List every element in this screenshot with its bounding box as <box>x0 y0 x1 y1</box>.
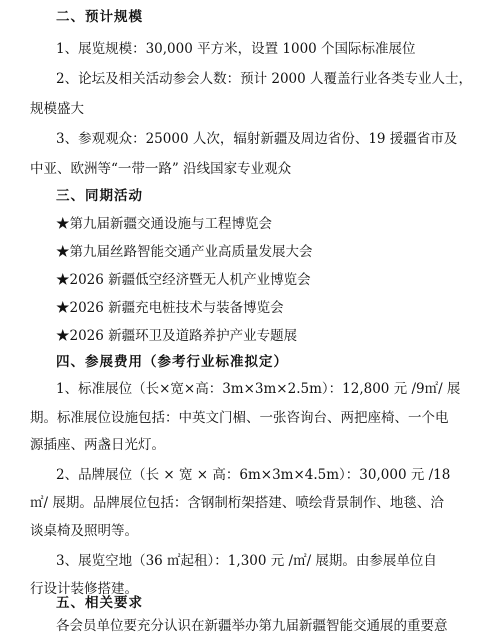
paragraph-brand-booth-line3: 谈桌椅及照明等。 <box>30 523 138 539</box>
paragraph-attendees-line2: 规模盛大 <box>30 101 84 117</box>
paragraph-brand-booth-line2: ㎡/ 展期。品牌展位包括：含钢制桁架搭建、喷绘背景制作、地毯、洽 <box>30 495 444 511</box>
event-item: ★第九届新疆交通设施与工程博览会 <box>56 216 272 232</box>
paragraph-visitors-line2: 中亚、欧洲等“一带一路” 沿线国家专业观众 <box>30 161 292 177</box>
paragraph-standard-booth-line2: 期。标准展位设施包括：中英文门楣、一张咨询台、两把座椅、一个电 <box>30 410 449 426</box>
paragraph-standard-booth-line1: 1、标准展位（长×宽×高：3m×3m×2.5m）：12,800 元 /9㎡/ 展 <box>56 381 461 397</box>
section-heading-scale: 二、预计规模 <box>56 9 143 25</box>
section-heading-fees: 四、参展费用（参考行业标准拟定） <box>56 354 288 370</box>
paragraph-brand-booth-line1: 2、品牌展位（长 × 宽 × 高：6m×3m×4.5m）：30,000 元 /18 <box>56 467 451 483</box>
paragraph-standard-booth-line3: 源插座、两盏日光灯。 <box>30 437 165 453</box>
paragraph-requirements-line1: 各会员单位要充分认识在新疆举办第九届新疆智能交通展的重要意 <box>56 618 448 634</box>
event-item: ★2026 新疆环卫及道路养护产业专题展 <box>56 328 298 344</box>
paragraph-attendees-line1: 2、论坛及相关活动参会人数：预计 2000 人覆盖行业各类专业人士， <box>56 71 473 87</box>
section-heading-requirements: 五、相关要求 <box>56 595 143 611</box>
event-item: ★2026 新疆低空经济暨无人机产业博览会 <box>56 272 311 288</box>
event-item: ★2026 新疆充电桩技术与装备博览会 <box>56 300 284 316</box>
event-item: ★第九届丝路智能交通产业高质量发展大会 <box>56 244 313 260</box>
paragraph-visitors-line1: 3、参观观众：25000 人次，辐射新疆及周边省份、19 援疆省市及 <box>56 131 458 147</box>
paragraph-raw-space-line2: 行设计装修搭建。 <box>30 581 138 597</box>
paragraph-raw-space-line1: 3、展览空地（36 ㎡起租）：1,300 元 /㎡/ 展期。由参展单位自 <box>56 553 437 569</box>
section-heading-concurrent-events: 三、同期活动 <box>56 188 143 204</box>
paragraph-exhibition-scale: 1、展览规模：30,000 平方米，设置 1000 个国际标准展位 <box>56 41 416 57</box>
